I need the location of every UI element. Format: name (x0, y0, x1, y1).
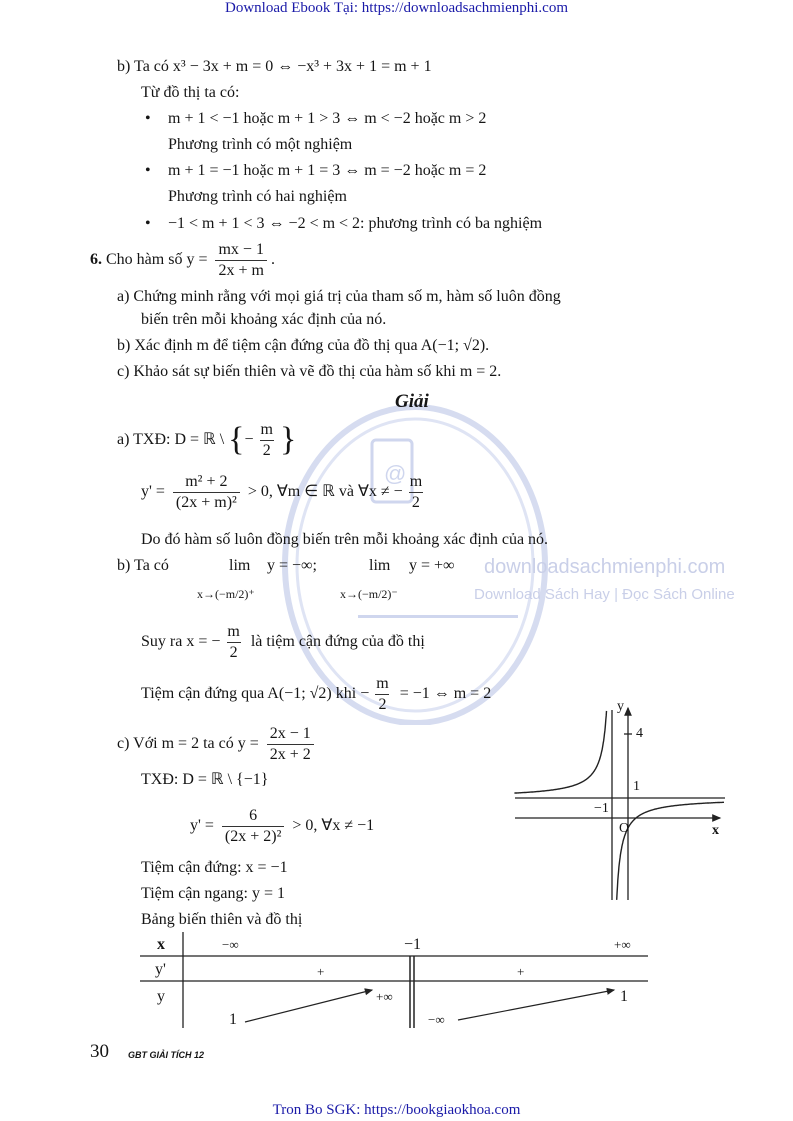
left-brace: { (228, 421, 245, 459)
header-download-link[interactable]: Download Ebook Tại: https://downloadsachmienphi.com (224, 0, 568, 16)
numerator: m (227, 622, 240, 640)
prev-b-line2: Từ đồ thị ta có: (141, 84, 240, 101)
table-x-minus-inf: −∞ (222, 937, 239, 952)
page-number: 30 (90, 1041, 109, 1062)
table-y-left-start: 1 (229, 1011, 237, 1028)
m-over-2 (224, 623, 242, 662)
watermark-tagline: Download Sách Hay | Đọc Sách Online (474, 586, 735, 603)
horizontal-asymptote: Tiệm cận ngang: y = 1 (141, 885, 285, 902)
bullet-1-condition: m + 1 < −1 hoặc m + 1 > 3 ⇔ m < −2 hoặc m > 2 (168, 110, 487, 127)
m-over-2 (373, 675, 391, 714)
table-y-right-start: −∞ (428, 1012, 445, 1027)
table-x-minus-1: −1 (404, 936, 422, 953)
solution-a-derivative (141, 470, 429, 514)
bullet-1-result: Phương trình có một nghiệm (168, 136, 353, 153)
denominator: 2x + 2 (267, 744, 314, 764)
table-y-right-end: 1 (620, 988, 628, 1005)
vertical-asymptote: Tiệm cận đứng: x = −1 (141, 859, 288, 876)
lim-2: lim (369, 557, 391, 574)
numerator: m (376, 674, 389, 692)
lim-1: lim (229, 557, 251, 574)
problem-6b: b) Xác định m để tiệm cận đứng của đồ thị qua A(−1; √2). (117, 337, 490, 354)
solution-b-intro: b) Ta có (117, 557, 169, 574)
bullet-3-condition: −1 < m + 1 < 3 ⇔ −2 < m < 2: phương trình có ba nghiệm (168, 215, 543, 232)
graph-tick-4: 4 (636, 726, 643, 741)
problem-6c: c) Khảo sát sự biến thiên và vẽ đồ thị của hàm số khi m = 2. (117, 363, 502, 380)
solution-a-domain (117, 418, 296, 462)
numerator: 2x − 1 (269, 724, 311, 742)
graph-tick-minus-1: −1 (594, 801, 609, 816)
solution-title: Giải (395, 391, 429, 412)
graph-tick-1: 1 (633, 779, 640, 794)
footer-sgk-link[interactable]: Tron Bo SGK: https://bookgiaokhoa.com (272, 1102, 521, 1118)
problem-6a-line1: a) Chứng minh rằng với mọi giá trị của tham số m, hàm số luôn đồng (117, 288, 561, 305)
asymptote-text: Suy ra x = − (141, 633, 221, 650)
derivative-condition: > 0, ∀x ≠ −1 (292, 817, 375, 834)
period: . (270, 251, 275, 268)
problem-6-statement (90, 240, 275, 280)
bullet-icon: • (145, 110, 151, 127)
denominator: 2x + m (215, 260, 266, 280)
denominator: (2x + 2)² (222, 826, 284, 846)
lim-2-subscript: x→(−m/2)⁻ (340, 587, 398, 601)
book-title: GBT GIẢI TÍCH 12 (128, 1050, 205, 1060)
bullet-icon: • (145, 162, 151, 179)
solution-b-result (141, 672, 491, 716)
table-label-y: y (157, 988, 165, 1005)
numerator: mx − 1 (218, 240, 264, 258)
lim-2-value: y = +∞ (409, 557, 455, 574)
right-brace: } (279, 421, 297, 459)
denominator: 2 (409, 492, 423, 512)
increase-arrow-left (245, 990, 372, 1022)
watermark-site: downloadsachmienphi.com (484, 556, 726, 578)
denominator: (2x + m)² (173, 492, 240, 512)
solution-c-derivative (190, 804, 374, 848)
function-fraction (215, 241, 266, 280)
table-label-x: x (157, 936, 165, 953)
derivative-fraction (222, 807, 284, 846)
graph-y-label: y (617, 699, 624, 714)
numerator: 6 (249, 806, 258, 824)
result-text: Tiệm cận đứng qua A(−1; √2) khi − (141, 685, 370, 702)
solution-a-conclusion: Do đó hàm số luôn đồng biến trên mỗi khoảng xác định của nó. (141, 531, 549, 548)
lim-1-subscript: x→(−m/2)⁺ (197, 587, 255, 601)
table-yprime-sign-right: + (517, 964, 525, 979)
solution-b-asymptote (141, 620, 425, 664)
table-x-plus-inf: +∞ (614, 937, 631, 952)
function-fraction (267, 725, 314, 764)
yprime-label: y' = (190, 817, 214, 834)
set-fraction (258, 421, 276, 460)
table-yprime-sign-left: + (317, 964, 325, 979)
graph-origin: O (619, 821, 630, 836)
yprime-label: y' = (141, 483, 165, 500)
solution-c-function (117, 722, 318, 766)
m-over-2 (407, 473, 425, 512)
numerator: m² + 2 (185, 472, 228, 490)
bullet-icon: • (145, 215, 151, 232)
numerator: m (409, 472, 423, 490)
denominator: 2 (260, 440, 274, 460)
curve-left-branch (514, 711, 606, 793)
function-intro: c) Với m = 2 ta có y = (117, 735, 259, 752)
bullet-2-result: Phương trình có hai nghiệm (168, 188, 347, 205)
increase-arrow-right (458, 990, 614, 1020)
problem-6a-line2: biến trên mỗi khoảng xác định của nó. (141, 311, 387, 328)
numerator: m (260, 420, 273, 438)
graph-x-label: x (712, 823, 719, 838)
prev-b-line1: b) Ta có x³ − 3x + m = 0 ⇔ −x³ + 3x + 1 = m + 1 (117, 58, 432, 75)
result-text-2: = −1 ⇔ m = 2 (399, 685, 492, 702)
derivative-condition: > 0, ∀m ∈ ℝ và ∀x ≠ − (247, 483, 403, 500)
bullet-2-condition: m + 1 = −1 hoặc m + 1 = 3 ⇔ m = −2 hoặc m = 2 (168, 162, 487, 179)
table-label-yprime: y' (155, 961, 166, 978)
asymptote-text-2: là tiệm cận đứng của đồ thị (250, 633, 425, 650)
denominator: 2 (227, 642, 241, 662)
function-graph (510, 700, 740, 905)
problem-number: 6. (90, 251, 102, 268)
variation-table-lines (140, 930, 660, 1030)
curve-right-branch (617, 802, 724, 900)
solution-c-domain: TXĐ: D = ℝ \ {−1} (141, 771, 269, 788)
denominator: 2 (375, 694, 389, 714)
variation-table-caption: Bảng biến thiên và đồ thị (141, 911, 303, 928)
svg-text:@: @ (384, 461, 407, 486)
lim-1-value: y = −∞; (267, 557, 317, 574)
domain-text: a) TXĐ: D = ℝ \ (117, 431, 225, 448)
table-y-left-end: +∞ (376, 989, 393, 1004)
derivative-fraction (173, 473, 240, 512)
minus-sign: − (244, 431, 254, 448)
problem-intro: Cho hàm số y = (106, 251, 208, 268)
